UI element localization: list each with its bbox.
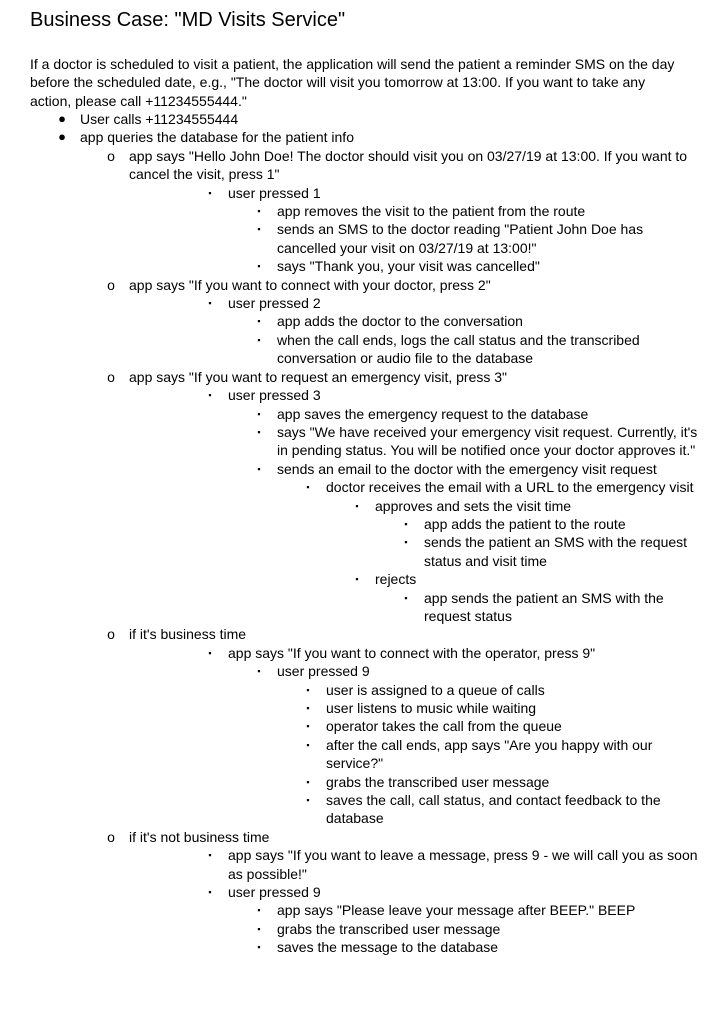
outline-item-text: doctor receives the email with a URL to the emergency visit [326,479,694,496]
bullet-marker: ● [58,129,66,145]
bullet-marker: ▪ [404,518,408,529]
outline-item-text: user pressed 9 [228,884,321,901]
outline-item [0,828,718,846]
outline-item-text: approves and sets the visit time [375,497,572,514]
bullet-marker: ▪ [306,795,310,806]
bullet-marker: ▪ [257,408,261,419]
outline-item-text: app removes the visit to the patient from the route [277,203,586,220]
bullet-marker: ▪ [306,703,310,713]
outline-item [0,110,718,128]
bullet-marker: ▪ [257,334,261,345]
outline-item [0,717,718,735]
outline-item-text: sends an email to the doctor with the emergency visit request [277,460,657,477]
bullet-marker: ▪ [257,426,261,437]
outline-item [0,220,718,257]
outline-item-text: app says "If you want to request an emergency visit, press 3" [129,368,508,385]
document-title: Business Case: "MD Visits Service" [30,9,346,31]
outline-item-text: grabs the transcribed user message [326,773,550,790]
outline-item-text: if it's business time [129,626,247,643]
outline-list [0,110,718,957]
outline-item-text: User calls +11234555444 [80,111,239,127]
outline-item [0,405,718,423]
outline-item-text: sends the patient an SMS with the request status and visit time [424,534,688,569]
outline-item [0,699,718,717]
outline-item [0,644,718,662]
bullet-marker: ▪ [404,592,408,603]
bullet-marker: ▪ [306,739,310,750]
outline-item [0,312,718,330]
bullet-marker: o [107,626,115,643]
outline-item [0,736,718,773]
outline-item [0,515,718,533]
bullet-marker: ▪ [404,537,408,548]
outline-item [0,423,718,460]
bullet-marker: ▪ [306,684,310,695]
outline-item [0,294,718,312]
bullet-marker: ▪ [208,887,212,898]
outline-item [0,846,718,883]
outline-item-text: app says "If you want to leave a message, press 9 - we will call you as soon as possible!" [228,847,698,882]
bullet-marker: o [107,828,115,845]
outline-item-text: app queries the database for the patient info [80,129,354,146]
outline-item [0,497,718,515]
bullet-marker: ▪ [306,721,310,732]
outline-item-text: says "We have received your emergency visit request. Currently, it's in pending status. You will be notified once your doctor approves it." [277,423,698,459]
outline-item [0,202,718,220]
bullet-marker: ▪ [355,500,359,511]
outline-item-text: app adds the patient to the route [424,515,626,532]
outline-item-text: sends an SMS to the doctor reading "Patient John Doe has cancelled your visit on 03/27/19 at 13:00!" [277,221,644,256]
outline-item-text: user listens to music while waiting [326,700,537,716]
intro-paragraph: If a doctor is scheduled to visit a patient, the application will send the patient a reminder SMS on the day before the scheduled date, e.g., "The doctor will visit you tomorrow at 13:00. If you want to take any action, please call +11234555444." [30,56,675,109]
outline-item [0,901,718,919]
outline-item-text: grabs the transcribed user message [277,920,501,937]
outline-item-text: if it's not business time [129,828,270,845]
bullet-marker: ▪ [306,482,310,493]
outline-item-text: app adds the doctor to the conversation [277,313,523,330]
bullet-marker: ● [58,111,66,126]
outline-item-text: user pressed 1 [228,184,321,201]
bullet-marker: ▪ [257,261,261,272]
bullet-marker: ▪ [257,206,261,217]
outline-item [0,681,718,699]
outline-item-text: user pressed 2 [228,295,321,312]
bullet-marker: ▪ [257,316,261,327]
outline-item-text: operator takes the call from the queue [326,718,562,735]
outline-item [0,589,718,626]
outline-item [0,331,718,368]
outline-item [0,883,718,901]
outline-item [0,791,718,828]
bullet-marker: o [107,368,115,385]
outline-item-text: says "Thank you, your visit was cancelled" [277,258,540,275]
outline-item-text: app sends the patient an SMS with the request status [424,589,664,624]
outline-item-text: after the call ends, app says "Are you happy with our service?" [326,736,653,772]
outline-item [0,570,718,588]
bullet-marker: ▪ [208,390,212,401]
outline-item [0,920,718,938]
outline-item [0,938,718,956]
outline-item-text: user is assigned to a queue of calls [326,681,545,698]
outline-item [0,368,718,386]
outline-item [0,128,718,146]
outline-item [0,533,718,570]
bullet-marker: ▪ [257,463,261,474]
bullet-marker: ▪ [208,187,212,198]
bullet-marker: ▪ [257,666,261,677]
outline-item [0,257,718,275]
outline-item-text: saves the call, call status, and contact feedback to the database [326,792,661,827]
bullet-marker: ▪ [208,850,212,861]
outline-item-text: app saves the emergency request to the database [277,405,589,422]
bullet-marker: ▪ [257,905,261,916]
outline-item-text: rejects [375,571,417,588]
bullet-marker: o [107,276,115,293]
outline-item [0,276,718,294]
bullet-marker: ▪ [306,776,310,787]
outline-item-text: app says "Please leave your message after BEEP." BEEP [277,902,636,919]
outline-item-text: app says "If you want to connect with your doctor, press 2" [129,276,491,293]
bullet-marker: ▪ [257,942,261,953]
bullet-marker: ▪ [208,647,212,658]
bullet-marker: o [107,147,115,164]
outline-item-text: when the call ends, logs the call status and the transcribed conversation or audio file to the database [277,331,640,367]
bullet-marker: ▪ [355,574,359,585]
outline-item [0,662,718,680]
bullet-marker: ▪ [257,923,261,934]
outline-item [0,386,718,404]
outline-item-text: saves the message to the database [277,939,499,956]
outline-item [0,625,718,643]
outline-item-text: user pressed 9 [277,663,370,680]
bullet-marker: ▪ [257,224,261,235]
bullet-marker: ▪ [208,298,212,309]
outline-item-text: app says "Hello John Doe! The doctor should visit you on 03/27/19 at 13:00. If you want to cancel the visit, press 1" [129,147,688,183]
outline-item [0,478,718,496]
outline-item-text: user pressed 3 [228,387,321,404]
outline-item [0,773,718,791]
outline-item [0,184,718,202]
outline-item [0,147,718,184]
outline-item-text: app says "If you want to connect with the operator, press 9" [228,644,596,661]
outline-item [0,460,718,478]
